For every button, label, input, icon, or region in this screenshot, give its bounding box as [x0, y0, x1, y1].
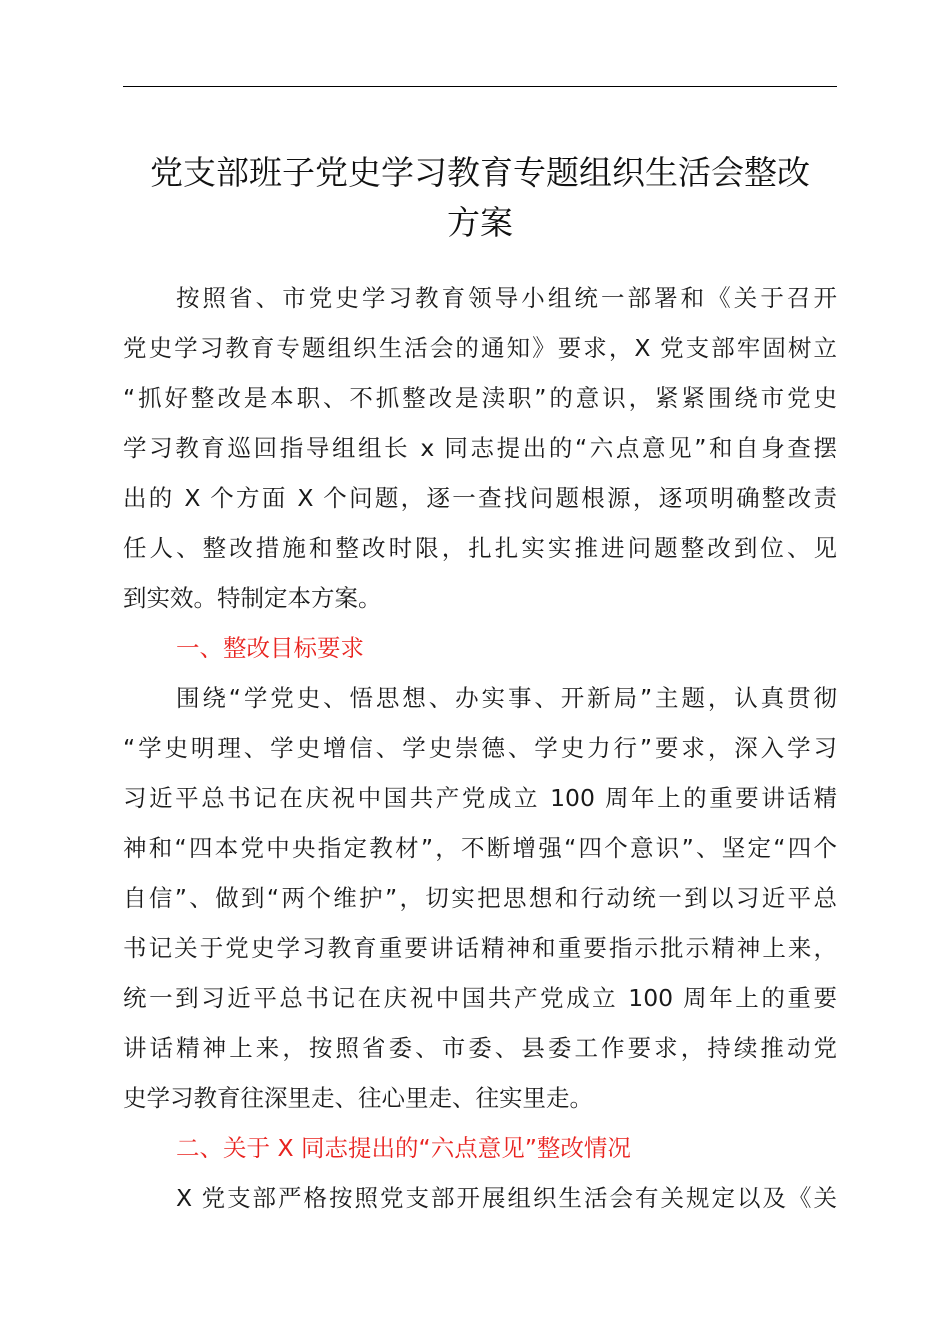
intro-paragraph-line: 出的 X 个方面 X 个问题，逐一查找问题根源，逐项明确整改责	[123, 484, 837, 512]
intro-paragraph-line: 学习教育巡回指导组组长 x 同志提出的“六点意见”和自身查摆	[123, 434, 837, 462]
section-1-line: 习近平总书记在庆祝中国共产党成立 100 周年上的重要讲话精	[123, 784, 837, 812]
section-1-heading: 一、整改目标要求	[176, 634, 364, 662]
header-rule	[123, 86, 837, 87]
section-1-line: 讲话精神上来，按照省委、市委、县委工作要求，持续推动党	[123, 1034, 837, 1062]
section-1-line: 史学习教育往深里走、往心里走、往实里走。	[123, 1084, 593, 1112]
intro-paragraph-line: 党史学习教育专题组织生活会的通知》要求，X 党支部牢固树立	[123, 334, 837, 362]
section-2-heading: 二、关于 X 同志提出的“六点意见”整改情况	[176, 1134, 631, 1162]
section-1-line: 神和“四本党中央指定教材”，不断增强“四个意识”、坚定“四个	[123, 834, 837, 862]
intro-paragraph-line: 按照省、市党史学习教育领导小组统一部署和《关于召开	[176, 284, 837, 312]
section-2-line: X 党支部严格按照党支部开展组织生活会有关规定以及《关	[176, 1184, 837, 1212]
intro-paragraph-line: 到实效。特制定本方案。	[123, 584, 382, 612]
section-1-line: 围绕“学党史、悟思想、办实事、开新局”主题，认真贯彻	[176, 684, 837, 712]
section-1-line: 统一到习近平总书记在庆祝中国共产党成立 100 周年上的重要	[123, 984, 837, 1012]
section-1-line: 书记关于党史学习教育重要讲话精神和重要指示批示精神上来，	[123, 934, 837, 962]
section-1-line: “学史明理、学史增信、学史崇德、学史力行”要求，深入学习	[123, 734, 837, 762]
intro-paragraph-line: “抓好整改是本职、不抓整改是渎职”的意识，紧紧围绕市党史	[123, 384, 837, 412]
section-1-line: 自信”、做到“两个维护”，切实把思想和行动统一到以习近平总	[123, 884, 837, 912]
document-title-line-1: 党支部班子党史学习教育专题组织生活会整改	[150, 153, 810, 192]
document-title-line-2: 方案	[447, 203, 513, 242]
intro-paragraph-line: 任人、整改措施和整改时限，扎扎实实推进问题整改到位、见	[123, 534, 837, 562]
